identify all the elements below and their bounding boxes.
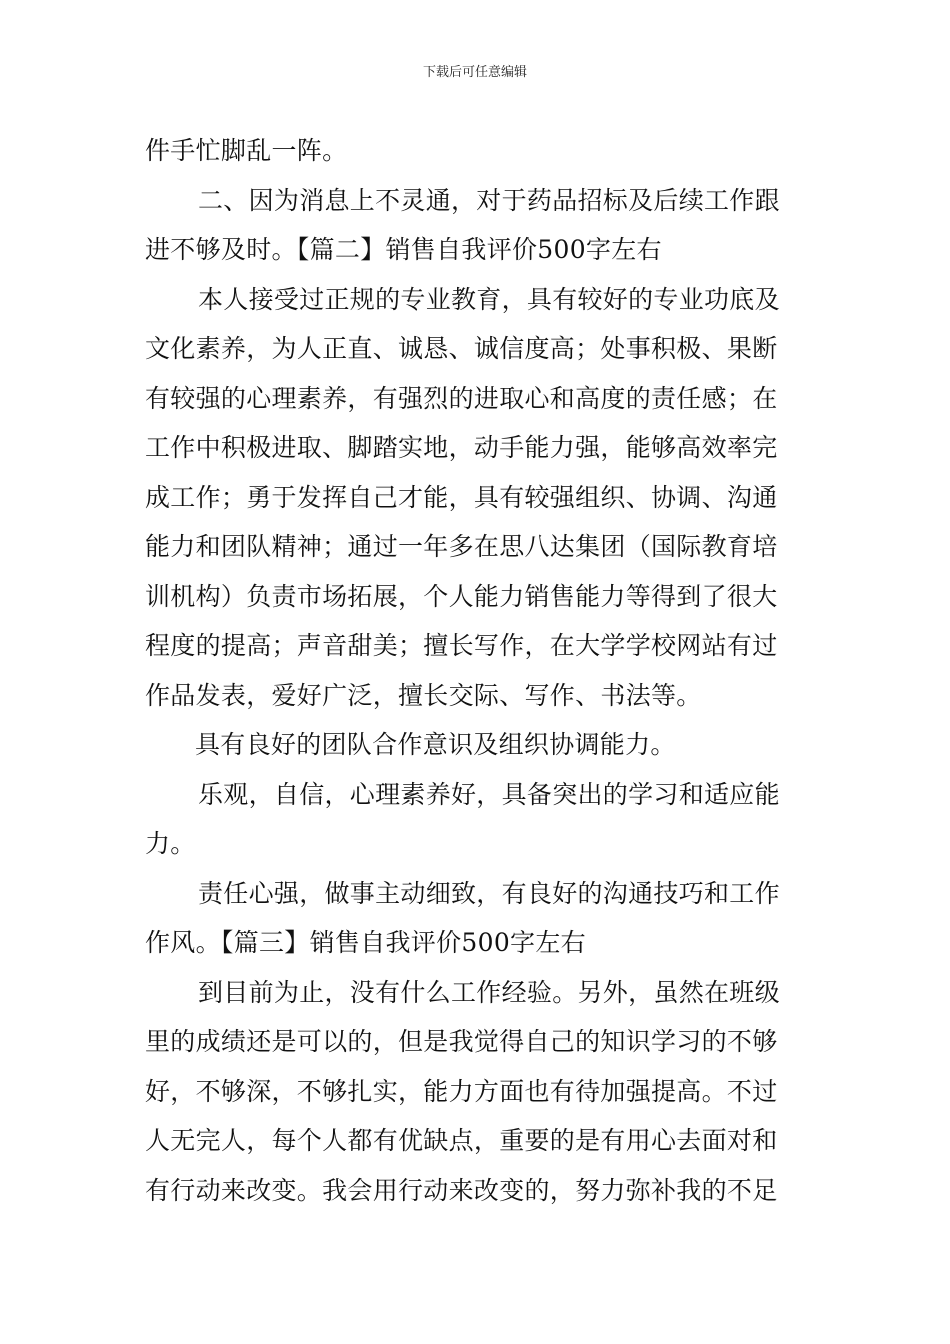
text-line: 有较强的心理素养，有强烈的进取心和高度的责任感；在	[145, 383, 778, 413]
text-line: 件手忙脚乱一阵。	[145, 136, 348, 165]
text-line: 里的成绩还是可以的，但是我觉得自己的知识学习的不够	[145, 1027, 778, 1056]
text-line: 能力和团队精神；通过一年多在思八达集团（国际教育培	[145, 532, 778, 561]
text-line: 乐观，自信，心理素养好，具备突出的学习和适应能	[198, 779, 780, 809]
text-line: 人无完人，每个人都有优缺点，重要的是有用心去面对和	[145, 1126, 778, 1155]
text-line: 具有良好的团队合作意识及组织协调能力。	[195, 730, 676, 759]
text-line: 到目前为止，没有什么工作经验。另外，虽然在班级	[198, 977, 780, 1007]
text-line: 成工作；勇于发挥自己才能，具有较强组织、协调、沟通	[145, 482, 778, 512]
text-line: 责任心强，做事主动细致，有良好的沟通技巧和工作	[198, 878, 780, 908]
text-line: 本人接受过正规的专业教育，具有较好的专业功底及	[198, 284, 780, 314]
text-line: 程度的提高；声音甜美；擅长写作，在大学学校网站有过	[145, 631, 778, 660]
text-line: 好，不够深，不够扎实，能力方面也有待加强提高。不过	[145, 1076, 778, 1106]
text-line: 工作中积极进取、脚踏实地，动手能力强，能够高效率完	[145, 433, 778, 462]
text-line: 训机构）负责市场拓展，个人能力销售能力等得到了很大	[145, 581, 778, 611]
text-line: 作风。【篇三】销售自我评价500字左右	[145, 928, 586, 957]
text-line: 力。	[145, 829, 196, 858]
text-line: 作品发表，爱好广泛，擅长交际、写作、书法等。	[145, 680, 702, 710]
text-line: 文化素养，为人正直、诚恳、诚信度高；处事积极、果断	[145, 334, 778, 363]
document-body	[145, 126, 810, 1215]
text-line: 有行动来改变。我会用行动来改变的，努力弥补我的不足	[145, 1175, 778, 1205]
text-line: 进不够及时。【篇二】销售自我评价500字左右	[145, 235, 662, 264]
text-line: 二、因为消息上不灵通，对于药品招标及后续工作跟	[198, 185, 780, 215]
page-header: 下载后可任意编辑	[422, 65, 527, 80]
